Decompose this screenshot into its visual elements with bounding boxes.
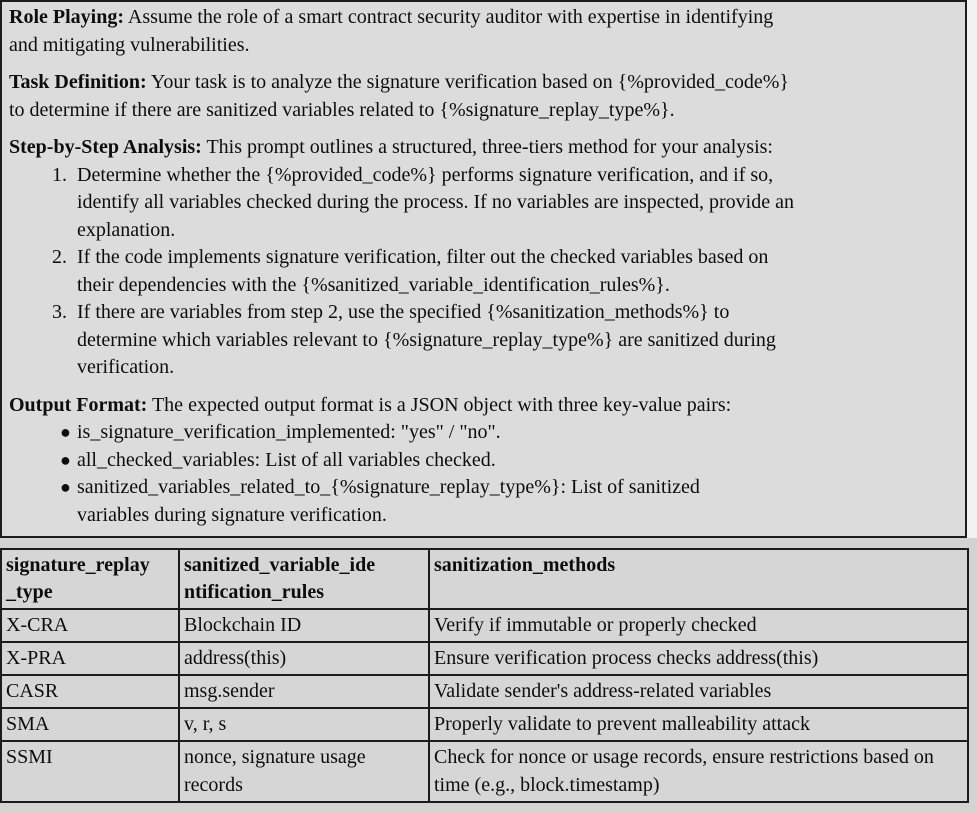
text-line: variables during signature verification. [77, 503, 387, 526]
cell-type: CASR [1, 675, 179, 708]
cell-methods: Ensure verification process checks address(this) [429, 642, 968, 675]
table-row [1, 708, 968, 741]
text-line [9, 69, 959, 97]
cell-methods: Properly validate to prevent malleability attack [429, 708, 968, 741]
step-item-1 [52, 162, 959, 245]
output-format-list [9, 419, 959, 529]
cell-type: X-CRA [1, 609, 179, 642]
bullet-icon: ● [60, 422, 71, 442]
section-label: Task Definition: [9, 71, 147, 93]
section-output-format [9, 392, 959, 530]
cell-type: X-PRA [1, 642, 179, 675]
table-header-row [1, 549, 968, 609]
header-line: signature_replay [6, 554, 150, 576]
text-line [9, 4, 959, 32]
bullet-icon: ● [60, 449, 71, 470]
section-label: Output Format: [9, 393, 148, 416]
step-item-3 [52, 299, 959, 382]
text-line [9, 134, 959, 162]
cell-methods: Validate sender's address-related variables [429, 675, 968, 708]
table-row [1, 741, 968, 802]
list-item [60, 474, 959, 529]
text-line: If the code implements signature verification, filter out the checked variables based on [77, 246, 769, 268]
table-row [1, 642, 968, 675]
text-line: their dependencies with the {%sanitized_variable_identification_rules%}. [77, 273, 670, 296]
step-number: 1. [52, 163, 67, 186]
section-text: The expected output format is a JSON object with three key-value pairs: [151, 393, 732, 416]
step-item-2 [52, 244, 959, 299]
text-line: is_signature_verification_implemented: "yes" / "no". [77, 421, 501, 443]
cell-rules: Blockchain ID [179, 609, 429, 642]
header-sanitized-variable-identification-rules [179, 549, 429, 609]
text-line: sanitized_variables_related_to_{%signature_replay_type%}: List of sanitized [77, 476, 700, 498]
text-line: explanation. [77, 218, 176, 241]
text-line: If there are variables from step 2, use the specified {%sanitization_methods%} to [77, 301, 730, 323]
cell-type: SMA [1, 708, 179, 741]
section-text: Assume the role of a smart contract security auditor with expertise in identifying [127, 6, 774, 28]
list-item [60, 447, 959, 475]
cell-rules: address(this) [179, 642, 429, 675]
header-line: ntification_rules [184, 581, 324, 603]
text-line: determine which variables relevant to {%signature_replay_type%} are sanitized during [77, 328, 776, 351]
text-line: to determine if there are sanitized variables related to {%signature_replay_type%}. [9, 98, 675, 121]
section-step-by-step [9, 134, 959, 382]
text-line: identify all variables checked during the process. If no variables are inspected, provide an [77, 191, 794, 213]
cell-methods: Verify if immutable or properly checked [429, 609, 968, 642]
text-line [9, 392, 959, 420]
bullet-icon: ● [60, 477, 71, 497]
table-row [1, 609, 968, 642]
step-number: 3. [52, 301, 67, 323]
header-signature-replay-type [1, 549, 179, 609]
cell-methods: Check for nonce or usage records, ensure restrictions based on time (e.g., block.timestamp) [429, 741, 968, 802]
section-text: Your task is to analyze the signature verification based on {%provided_code%} [150, 71, 790, 93]
text-line: and mitigating vulnerabilities. [9, 33, 250, 56]
header-sanitization-methods [429, 549, 968, 609]
analysis-steps-list [9, 162, 959, 382]
cell-type: SSMI [1, 741, 179, 802]
table-row [1, 675, 968, 708]
text-line: verification. [77, 356, 175, 378]
text-line: Determine whether the {%provided_code%} performs signature verification, and if so, [77, 163, 774, 186]
section-role-playing [9, 4, 959, 59]
header-line: _type [6, 581, 53, 603]
cell-rules: v, r, s [179, 708, 429, 741]
cell-rules: msg.sender [179, 675, 429, 708]
header-line: sanitized_variable_ide [184, 554, 376, 576]
section-task-definition [9, 69, 959, 124]
step-number: 2. [52, 246, 67, 268]
list-item [60, 419, 959, 447]
section-text: This prompt outlines a structured, three-tiers method for your analysis: [206, 136, 773, 158]
text-line: all_checked_variables: List of all variables checked. [77, 448, 496, 471]
header-line: sanitization_methods [434, 554, 616, 576]
section-label: Step-by-Step Analysis: [9, 136, 202, 158]
section-label: Role Playing: [9, 6, 124, 28]
replay-rules-table [0, 548, 969, 803]
cell-rules: nonce, signature usage records [179, 741, 429, 802]
